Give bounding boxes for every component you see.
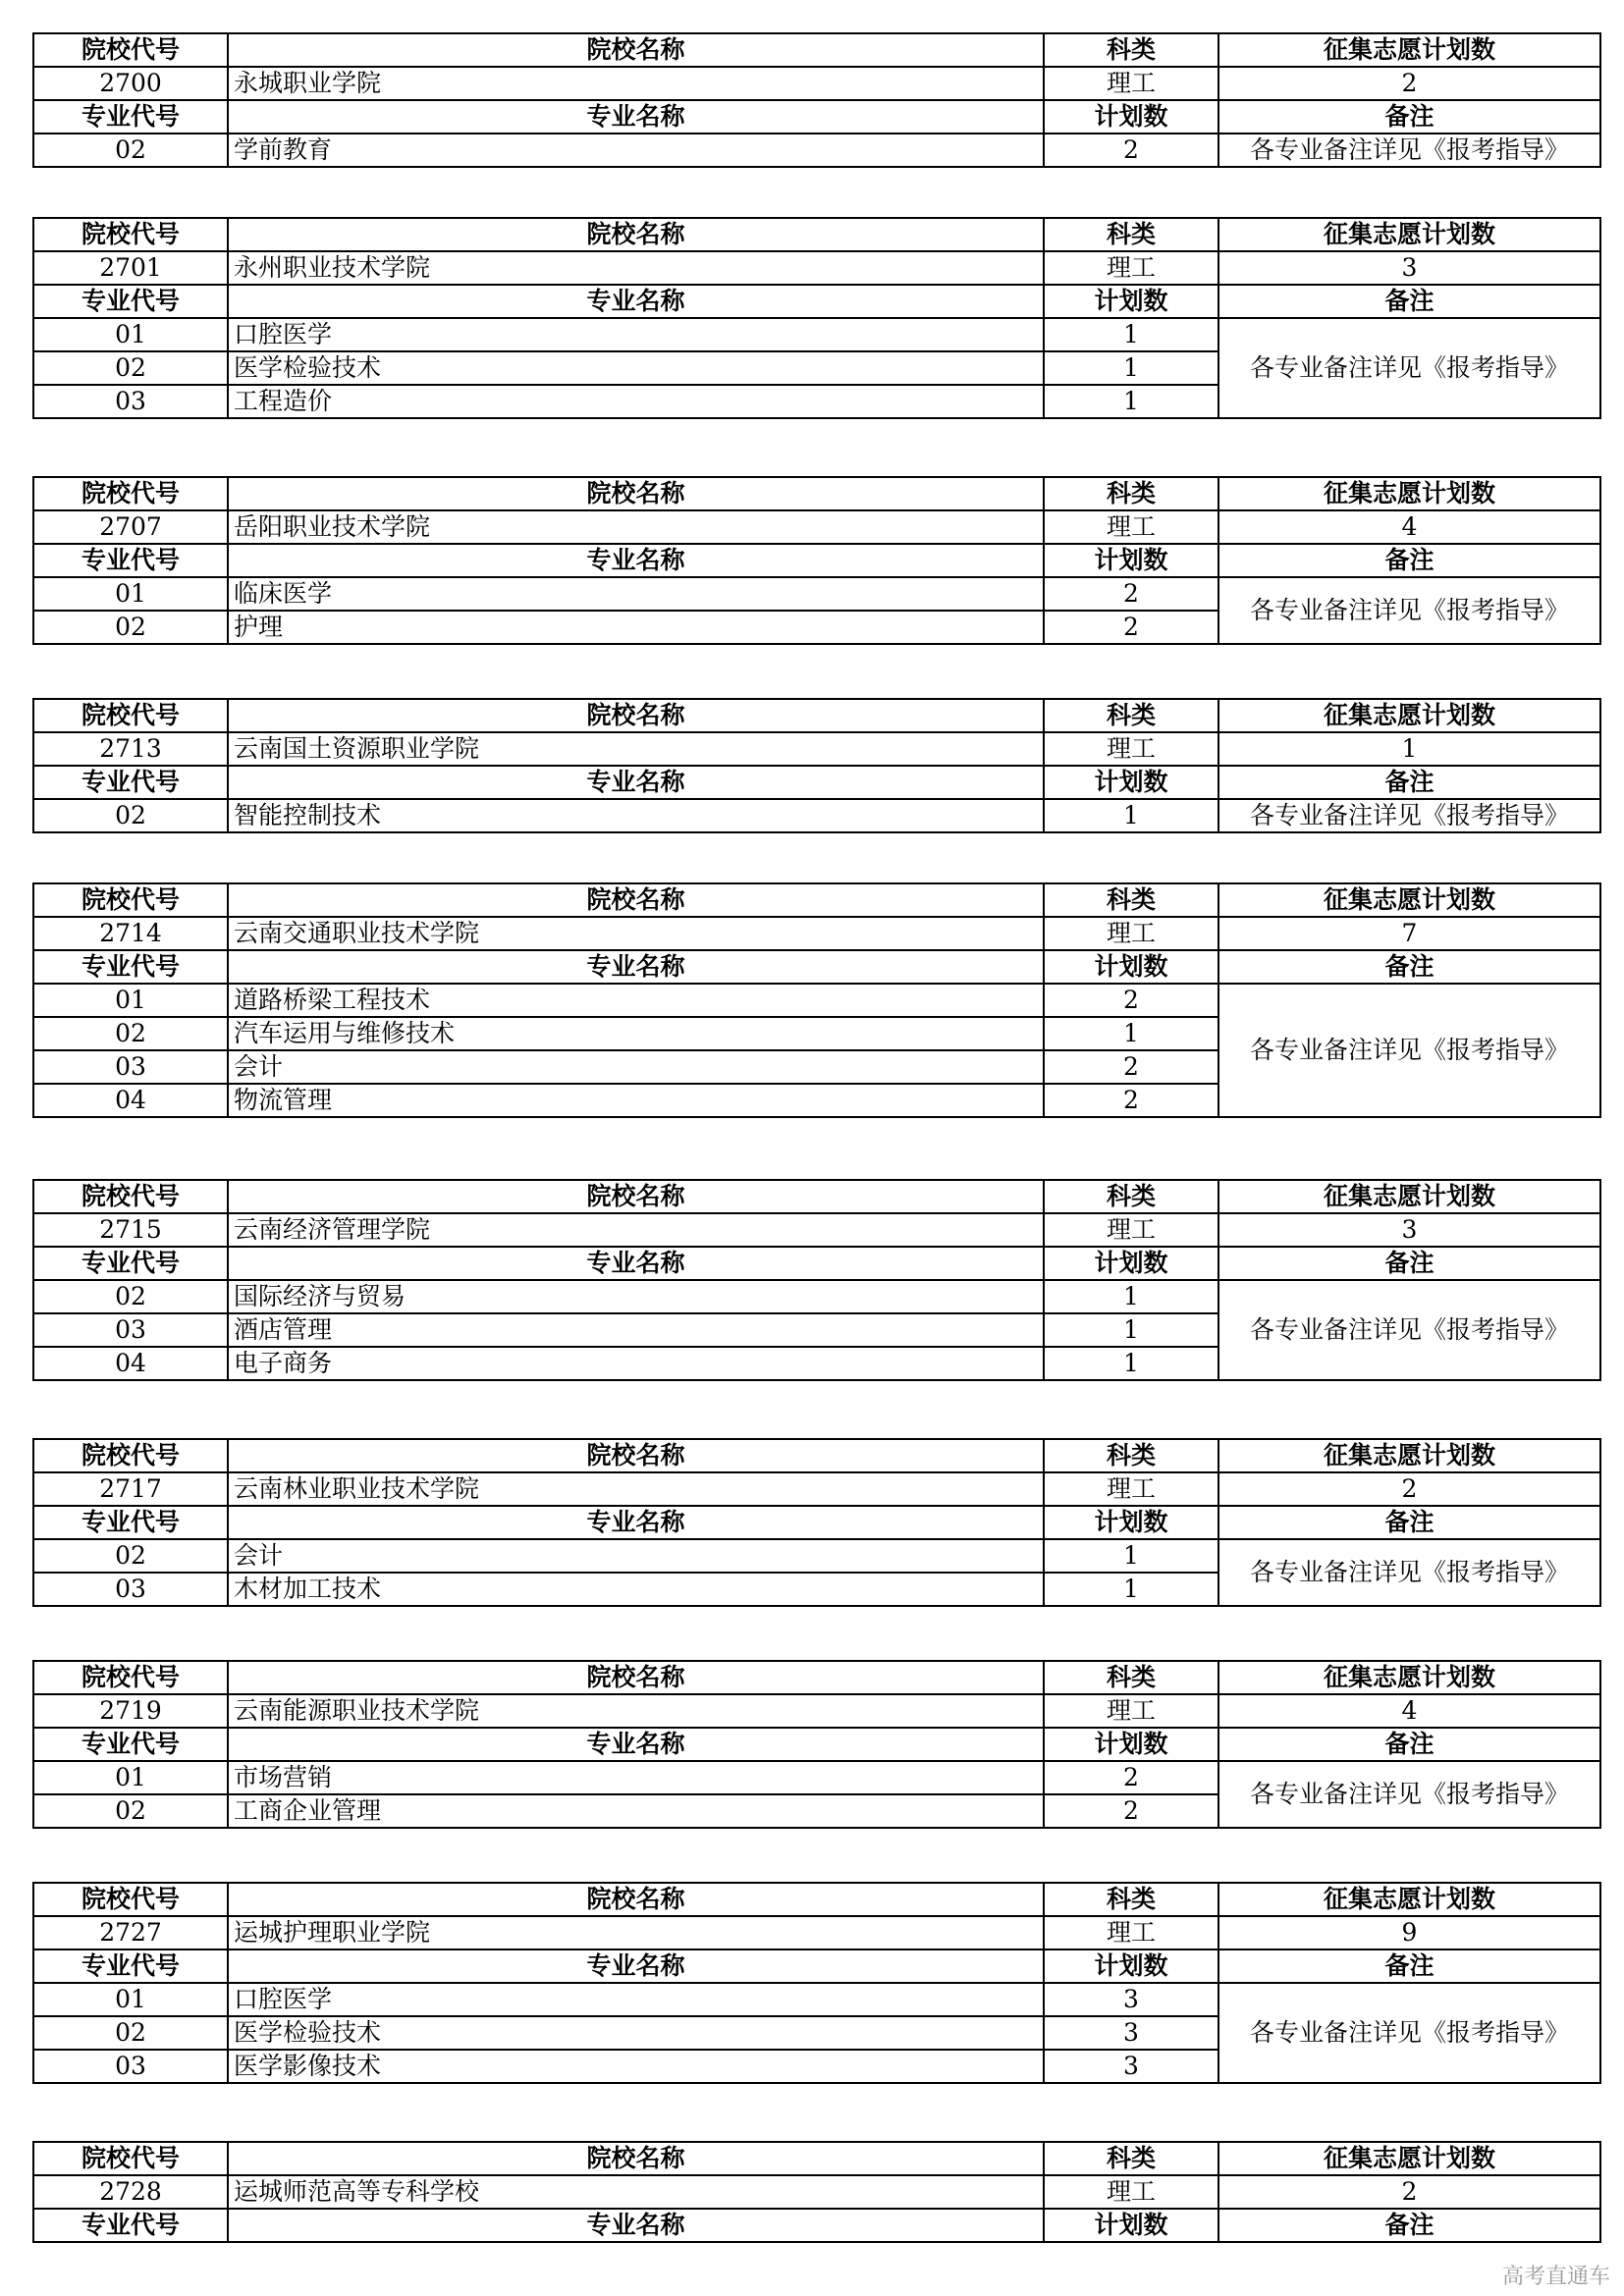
school-code-header: 院校代号 [33, 33, 228, 67]
major-plan-count: 2 [1044, 611, 1218, 644]
major-name: 会计 [228, 1539, 1044, 1573]
major-plan-count: 1 [1044, 318, 1218, 351]
remark-header: 备注 [1218, 100, 1600, 133]
major-plan-count: 1 [1044, 1347, 1218, 1380]
major-code: 01 [33, 318, 228, 351]
school-name: 永城职业学院 [228, 67, 1044, 100]
major-remark: 各专业备注详见《报考指导》 [1218, 799, 1600, 832]
school-header-row [33, 1883, 1600, 1916]
school-name: 运城护理职业学院 [228, 1916, 1044, 1949]
major-code: 02 [33, 799, 228, 832]
school-name-header: 院校名称 [228, 1439, 1044, 1472]
school-code-header: 院校代号 [33, 883, 228, 917]
major-name: 护理 [228, 611, 1044, 644]
school-category: 理工 [1044, 1213, 1218, 1247]
school-plan-total: 9 [1218, 1916, 1600, 1949]
school-header-row [33, 883, 1600, 917]
school-block [32, 476, 1601, 645]
school-block [32, 1882, 1601, 2084]
category-header: 科类 [1044, 33, 1218, 67]
major-name: 酒店管理 [228, 1313, 1044, 1347]
major-row [33, 1280, 1600, 1313]
major-plan-count: 1 [1044, 1313, 1218, 1347]
school-code-header: 院校代号 [33, 1180, 228, 1213]
school-info-row [33, 251, 1600, 285]
school-plan-total: 4 [1218, 1694, 1600, 1728]
major-header-row [33, 2209, 1600, 2242]
major-header-row [33, 950, 1600, 984]
school-code-header: 院校代号 [33, 1883, 228, 1916]
major-name: 口腔医学 [228, 318, 1044, 351]
plan-count-header: 计划数 [1044, 1247, 1218, 1280]
school-plan-total: 3 [1218, 251, 1600, 285]
major-name-header: 专业名称 [228, 766, 1044, 799]
major-remark: 各专业备注详见《报考指导》 [1218, 318, 1600, 418]
remark-header: 备注 [1218, 950, 1600, 984]
category-header: 科类 [1044, 2142, 1218, 2175]
major-name-header: 专业名称 [228, 1728, 1044, 1761]
major-plan-count: 2 [1044, 1050, 1218, 1084]
school-code-header: 院校代号 [33, 477, 228, 510]
school-header-row [33, 33, 1600, 67]
major-plan-count: 2 [1044, 1794, 1218, 1828]
major-code-header: 专业代号 [33, 285, 228, 318]
school-name-header: 院校名称 [228, 477, 1044, 510]
school-name: 运城师范高等专科学校 [228, 2175, 1044, 2209]
remark-header: 备注 [1218, 1728, 1600, 1761]
school-name: 岳阳职业技术学院 [228, 510, 1044, 544]
school-name-header: 院校名称 [228, 1180, 1044, 1213]
major-header-row [33, 285, 1600, 318]
school-block [32, 32, 1601, 168]
major-code: 01 [33, 1761, 228, 1794]
school-name: 云南经济管理学院 [228, 1213, 1044, 1247]
major-remark: 各专业备注详见《报考指导》 [1218, 1539, 1600, 1606]
major-plan-count: 1 [1044, 1280, 1218, 1313]
major-header-row [33, 1247, 1600, 1280]
school-category: 理工 [1044, 1916, 1218, 1949]
major-plan-count: 2 [1044, 1084, 1218, 1117]
school-header-row [33, 1661, 1600, 1694]
major-name: 木材加工技术 [228, 1573, 1044, 1606]
school-code-header: 院校代号 [33, 1439, 228, 1472]
remark-header: 备注 [1218, 1949, 1600, 1983]
major-row [33, 133, 1600, 167]
school-code: 2715 [33, 1213, 228, 1247]
major-row [33, 799, 1600, 832]
plan-total-header: 征集志愿计划数 [1218, 218, 1600, 251]
major-plan-count: 2 [1044, 133, 1218, 167]
major-plan-count: 1 [1044, 799, 1218, 832]
school-plan-total: 3 [1218, 1213, 1600, 1247]
category-header: 科类 [1044, 1180, 1218, 1213]
plan-count-header: 计划数 [1044, 544, 1218, 577]
school-info-row [33, 1213, 1600, 1247]
school-header-row [33, 1439, 1600, 1472]
school-category: 理工 [1044, 1472, 1218, 1506]
school-info-row [33, 732, 1600, 766]
major-plan-count: 2 [1044, 984, 1218, 1017]
school-code: 2728 [33, 2175, 228, 2209]
category-header: 科类 [1044, 1883, 1218, 1916]
major-plan-count: 2 [1044, 577, 1218, 611]
major-code-header: 专业代号 [33, 100, 228, 133]
major-code: 01 [33, 577, 228, 611]
major-code: 03 [33, 385, 228, 418]
school-block [32, 1179, 1601, 1381]
major-header-row [33, 100, 1600, 133]
school-block [32, 2141, 1601, 2243]
major-name: 工程造价 [228, 385, 1044, 418]
major-code-header: 专业代号 [33, 1506, 228, 1539]
plan-total-header: 征集志愿计划数 [1218, 33, 1600, 67]
school-name-header: 院校名称 [228, 2142, 1044, 2175]
major-plan-count: 3 [1044, 2050, 1218, 2083]
major-remark: 各专业备注详见《报考指导》 [1218, 1983, 1600, 2083]
plan-total-header: 征集志愿计划数 [1218, 699, 1600, 732]
major-plan-count: 3 [1044, 2016, 1218, 2050]
major-code-header: 专业代号 [33, 544, 228, 577]
plan-total-header: 征集志愿计划数 [1218, 1661, 1600, 1694]
major-name-header: 专业名称 [228, 544, 1044, 577]
school-name: 永州职业技术学院 [228, 251, 1044, 285]
category-header: 科类 [1044, 218, 1218, 251]
major-header-row [33, 1949, 1600, 1983]
major-header-row [33, 766, 1600, 799]
major-row [33, 984, 1600, 1017]
school-code: 2700 [33, 67, 228, 100]
school-category: 理工 [1044, 917, 1218, 950]
school-plan-total: 1 [1218, 732, 1600, 766]
plan-count-header: 计划数 [1044, 1728, 1218, 1761]
major-code: 04 [33, 1084, 228, 1117]
major-plan-count: 1 [1044, 1017, 1218, 1050]
major-code: 02 [33, 1794, 228, 1828]
category-header: 科类 [1044, 477, 1218, 510]
plan-count-header: 计划数 [1044, 1506, 1218, 1539]
major-name-header: 专业名称 [228, 1247, 1044, 1280]
major-header-row [33, 544, 1600, 577]
plan-total-header: 征集志愿计划数 [1218, 1439, 1600, 1472]
major-name: 医学检验技术 [228, 2016, 1044, 2050]
major-code-header: 专业代号 [33, 1247, 228, 1280]
major-row [33, 1761, 1600, 1794]
school-name-header: 院校名称 [228, 33, 1044, 67]
major-name: 医学影像技术 [228, 2050, 1044, 2083]
major-code: 01 [33, 1983, 228, 2016]
major-code: 02 [33, 1017, 228, 1050]
major-name: 口腔医学 [228, 1983, 1044, 2016]
plan-total-header: 征集志愿计划数 [1218, 1180, 1600, 1213]
plan-count-header: 计划数 [1044, 100, 1218, 133]
major-row [33, 577, 1600, 611]
major-name-header: 专业名称 [228, 285, 1044, 318]
major-remark: 各专业备注详见《报考指导》 [1218, 133, 1600, 167]
school-name: 云南国土资源职业学院 [228, 732, 1044, 766]
major-name: 道路桥梁工程技术 [228, 984, 1044, 1017]
school-name-header: 院校名称 [228, 1661, 1044, 1694]
major-name: 工商企业管理 [228, 1794, 1044, 1828]
school-code: 2719 [33, 1694, 228, 1728]
major-name: 会计 [228, 1050, 1044, 1084]
category-header: 科类 [1044, 699, 1218, 732]
major-remark: 各专业备注详见《报考指导》 [1218, 577, 1600, 644]
major-code: 02 [33, 133, 228, 167]
school-plan-total: 7 [1218, 917, 1600, 950]
school-category: 理工 [1044, 1694, 1218, 1728]
major-plan-count: 2 [1044, 1761, 1218, 1794]
school-block [32, 1660, 1601, 1829]
school-name-header: 院校名称 [228, 1883, 1044, 1916]
major-name-header: 专业名称 [228, 1506, 1044, 1539]
school-name: 云南林业职业技术学院 [228, 1472, 1044, 1506]
major-plan-count: 1 [1044, 351, 1218, 385]
school-code-header: 院校代号 [33, 699, 228, 732]
major-remark: 各专业备注详见《报考指导》 [1218, 1280, 1600, 1380]
school-name-header: 院校名称 [228, 883, 1044, 917]
watermark: 高考直通车 [1501, 2265, 1610, 2289]
school-name: 云南交通职业技术学院 [228, 917, 1044, 950]
school-header-row [33, 1180, 1600, 1213]
school-header-row [33, 477, 1600, 510]
major-code: 03 [33, 1050, 228, 1084]
major-name: 医学检验技术 [228, 351, 1044, 385]
major-code: 02 [33, 351, 228, 385]
major-code: 04 [33, 1347, 228, 1380]
major-code-header: 专业代号 [33, 1728, 228, 1761]
major-header-row [33, 1506, 1600, 1539]
major-code-header: 专业代号 [33, 1949, 228, 1983]
school-info-row [33, 1472, 1600, 1506]
school-category: 理工 [1044, 732, 1218, 766]
plan-total-header: 征集志愿计划数 [1218, 883, 1600, 917]
school-info-row [33, 67, 1600, 100]
major-remark: 各专业备注详见《报考指导》 [1218, 1761, 1600, 1828]
school-code: 2727 [33, 1916, 228, 1949]
school-block [32, 698, 1601, 833]
plan-total-header: 征集志愿计划数 [1218, 477, 1600, 510]
category-header: 科类 [1044, 1661, 1218, 1694]
major-name: 国际经济与贸易 [228, 1280, 1044, 1313]
major-row [33, 1983, 1600, 2016]
major-code: 03 [33, 1313, 228, 1347]
major-name: 物流管理 [228, 1084, 1044, 1117]
school-category: 理工 [1044, 2175, 1218, 2209]
school-plan-total: 2 [1218, 2175, 1600, 2209]
school-plan-total: 2 [1218, 67, 1600, 100]
major-name: 汽车运用与维修技术 [228, 1017, 1044, 1050]
major-name-header: 专业名称 [228, 950, 1044, 984]
school-name-header: 院校名称 [228, 218, 1044, 251]
school-code: 2714 [33, 917, 228, 950]
school-block [32, 882, 1601, 1118]
remark-header: 备注 [1218, 2209, 1600, 2242]
school-code-header: 院校代号 [33, 2142, 228, 2175]
major-name: 市场营销 [228, 1761, 1044, 1794]
school-code-header: 院校代号 [33, 1661, 228, 1694]
major-code: 02 [33, 1280, 228, 1313]
plan-total-header: 征集志愿计划数 [1218, 2142, 1600, 2175]
remark-header: 备注 [1218, 285, 1600, 318]
remark-header: 备注 [1218, 1247, 1600, 1280]
major-name: 电子商务 [228, 1347, 1044, 1380]
category-header: 科类 [1044, 1439, 1218, 1472]
school-category: 理工 [1044, 67, 1218, 100]
plan-count-header: 计划数 [1044, 766, 1218, 799]
school-code: 2701 [33, 251, 228, 285]
plan-count-header: 计划数 [1044, 950, 1218, 984]
major-code-header: 专业代号 [33, 766, 228, 799]
major-plan-count: 3 [1044, 1983, 1218, 2016]
school-code: 2707 [33, 510, 228, 544]
major-plan-count: 1 [1044, 385, 1218, 418]
major-code: 02 [33, 611, 228, 644]
school-name: 云南能源职业技术学院 [228, 1694, 1044, 1728]
school-header-row [33, 699, 1600, 732]
major-header-row [33, 1728, 1600, 1761]
major-name-header: 专业名称 [228, 2209, 1044, 2242]
school-block [32, 217, 1601, 419]
school-header-row [33, 218, 1600, 251]
major-name-header: 专业名称 [228, 1949, 1044, 1983]
major-plan-count: 1 [1044, 1539, 1218, 1573]
school-header-row [33, 2142, 1600, 2175]
major-name: 临床医学 [228, 577, 1044, 611]
school-info-row [33, 917, 1600, 950]
school-code: 2713 [33, 732, 228, 766]
school-block [32, 1438, 1601, 1607]
major-code-header: 专业代号 [33, 2209, 228, 2242]
school-plan-total: 4 [1218, 510, 1600, 544]
major-row [33, 318, 1600, 351]
major-plan-count: 1 [1044, 1573, 1218, 1606]
major-name: 智能控制技术 [228, 799, 1044, 832]
major-remark: 各专业备注详见《报考指导》 [1218, 984, 1600, 1117]
school-info-row [33, 510, 1600, 544]
major-code-header: 专业代号 [33, 950, 228, 984]
major-code: 01 [33, 984, 228, 1017]
major-code: 03 [33, 1573, 228, 1606]
school-info-row [33, 2175, 1600, 2209]
plan-count-header: 计划数 [1044, 1949, 1218, 1983]
plan-count-header: 计划数 [1044, 2209, 1218, 2242]
plan-count-header: 计划数 [1044, 285, 1218, 318]
school-category: 理工 [1044, 510, 1218, 544]
school-name-header: 院校名称 [228, 699, 1044, 732]
major-code: 02 [33, 1539, 228, 1573]
category-header: 科类 [1044, 883, 1218, 917]
major-code: 03 [33, 2050, 228, 2083]
major-name-header: 专业名称 [228, 100, 1044, 133]
plan-total-header: 征集志愿计划数 [1218, 1883, 1600, 1916]
school-plan-total: 2 [1218, 1472, 1600, 1506]
school-category: 理工 [1044, 251, 1218, 285]
major-row [33, 1539, 1600, 1573]
school-info-row [33, 1916, 1600, 1949]
remark-header: 备注 [1218, 544, 1600, 577]
major-code: 02 [33, 2016, 228, 2050]
major-name: 学前教育 [228, 133, 1044, 167]
remark-header: 备注 [1218, 1506, 1600, 1539]
remark-header: 备注 [1218, 766, 1600, 799]
school-info-row [33, 1694, 1600, 1728]
school-code-header: 院校代号 [33, 218, 228, 251]
school-code: 2717 [33, 1472, 228, 1506]
